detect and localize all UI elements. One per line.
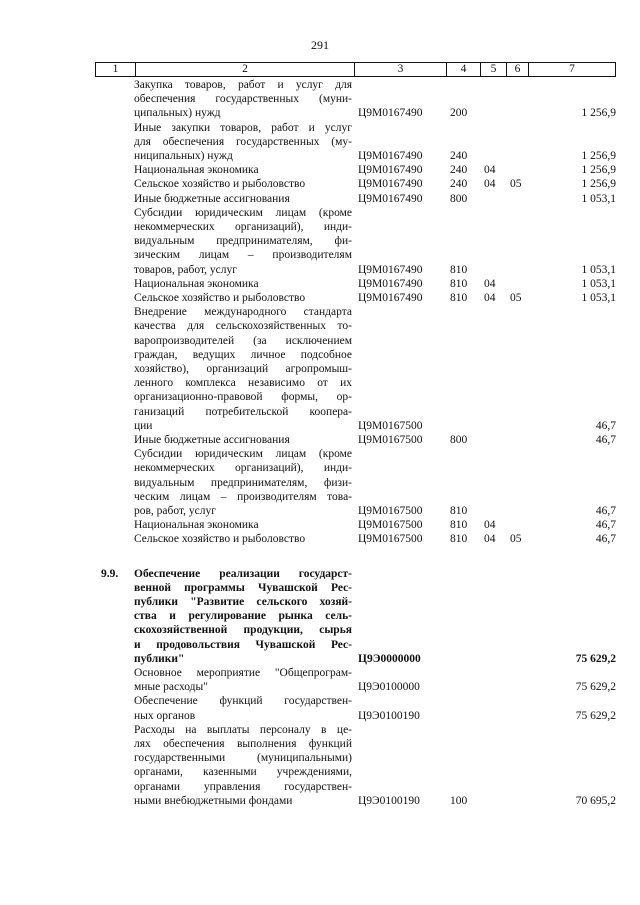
row-code: Ц9М0167490 [358,150,423,162]
desc-line-text: венной программы Чувашской Рес- [134,581,352,594]
row-sum: 1 053,1 [581,292,616,304]
row-sum: 1 256,9 [581,107,616,120]
table-desc-line [134,405,352,419]
row-vr: 810 [450,505,468,517]
section-desc-line [134,623,352,637]
row-code: Ц9Э0100190 [358,794,420,807]
row-name: Сельское хозяйство и рыболовство [134,178,306,191]
table-row [134,163,616,177]
desc-line-text: ческим лицам – производителям това- [134,490,352,503]
row-sum: 70 695,2 [575,794,616,807]
table-desc-line [134,334,352,348]
row-code: Ц9М0167490 [358,178,423,191]
row-sum: 1 256,9 [581,150,616,162]
row-sum: 46,7 [595,419,616,432]
table-desc-line [134,206,352,220]
row-name: мные расходы" [134,681,208,694]
desc-line-text: скохозяйственной продукции, сырья [134,624,352,637]
section-desc-line [134,723,352,737]
desc-line-text: Расходы на выплаты персоналу в це- [134,723,352,736]
table-desc-line [134,376,352,390]
table-row [134,291,616,305]
table-desc-line [134,135,352,149]
desc-line-text: для обеспечения государственных (му- [134,135,352,148]
desc-line-text: видуальным предпринимателям, физи- [134,476,352,489]
section-desc-line [134,638,352,652]
desc-line-text: некоммерческих организаций), инди- [134,462,352,475]
desc-line-text: обеспечения государственных (муни- [134,93,352,106]
row-name: ципальных) нужд [134,107,221,120]
row-vr: 240 [450,150,468,162]
section-desc-line [134,581,352,595]
section-row [134,794,616,808]
section-desc-line [134,780,352,794]
table-row [134,192,616,206]
desc-line-text: Субсидии юридическим лицам (кроме [134,206,352,219]
header-col-3: 3 [355,63,447,76]
desc-line-text: видуальным предпринимателям, фи- [134,235,352,248]
row-name: ров, работ, услуг [134,505,216,517]
desc-line-text: зическим лицам – производителям [134,249,352,262]
table-desc-line [134,92,352,106]
header-col-6: 6 [507,63,529,76]
table-row [134,263,616,277]
section-desc-line [134,609,352,623]
row-vr: 810 [450,277,468,290]
section-desc-line [134,737,352,751]
table-row [134,433,616,447]
row-code: Ц9М0167500 [358,519,423,532]
row-code: Ц9М0167490 [358,164,423,177]
row-rz: 04 [484,178,496,191]
desc-line-text: Иные закупки товаров, работ и услуг [134,121,352,134]
section-number: 9.9. [101,567,119,580]
table-desc-line [134,490,352,504]
row-vr: 240 [450,178,468,191]
desc-line-text: ганизаций потребительской коопера- [134,405,352,418]
row-code: Ц9Э0100000 [358,681,420,694]
desc-line-text: органами, казенными учреждениями, [134,766,352,779]
row-rz: 04 [484,533,496,546]
table-row [134,532,616,546]
row-code: Ц9М0167500 [358,419,423,432]
row-name: товаров, работ, услуг [134,263,237,276]
desc-line-text: органами управления государствен- [134,780,352,793]
row-name: Национальная экономика [134,277,259,290]
row-code: Ц9М0167490 [358,107,423,120]
table-desc-line [134,78,352,92]
row-sum: 75 629,2 [575,709,616,722]
table-desc-line [134,319,352,333]
desc-line-text: организационно-правовой формы, ор- [134,391,352,404]
table-row [134,518,616,532]
row-code: Ц9М0167490 [358,192,423,205]
row-name: ными внебюджетными фондами [134,794,293,807]
row-sum: 1 053,1 [581,263,616,276]
table-desc-line [134,461,352,475]
header-col-7: 7 [569,63,575,75]
section-desc-line [134,765,352,779]
table-desc-line [134,248,352,262]
table-row [134,106,616,120]
row-sum: 46,7 [595,533,616,546]
table-row [134,149,616,163]
desc-line-text: и продовольствия Чувашской Рес- [134,638,352,651]
row-code: Ц9М0167500 [358,505,423,517]
desc-line-text: публики "Развитие сельского хозяй- [134,596,352,608]
row-sum: 46,7 [595,519,616,532]
row-code: Ц9М0167500 [358,533,423,546]
desc-line-text: Обеспечение функций государствен- [134,695,352,708]
desc-line-text: Внедрение международного стандарта [134,306,352,319]
section-row [134,680,616,694]
row-rz: 04 [484,519,496,532]
row-pr: 05 [510,533,522,546]
row-vr: 810 [450,519,468,532]
row-code: Ц9Э0100190 [358,709,420,722]
table-row [134,419,616,433]
row-vr: 240 [450,164,468,177]
desc-line-text: варопроизводителей (за исключением [134,334,352,347]
section-row [134,652,616,666]
desc-line-text: Субсидии юридическим лицам (кроме [134,448,352,461]
row-name: Сельское хозяйство и рыболовство [134,292,306,304]
row-vr: 800 [450,434,468,446]
row-name: Сельское хозяйство и рыболовство [134,533,306,546]
row-code: Ц9М0167490 [358,277,423,290]
row-sum: 75 629,2 [575,681,616,694]
header-col-2: 2 [136,63,355,76]
header-col-4: 4 [447,63,481,76]
section-desc-line [134,666,352,680]
table-row [134,177,616,191]
section-desc-line [134,595,352,609]
table-desc-line [134,447,352,461]
row-name: Национальная экономика [134,519,259,532]
row-vr: 800 [450,192,468,205]
section-desc-line [134,567,352,581]
row-sum: 46,7 [595,434,616,446]
row-name: публики" [134,652,185,665]
table-row [134,504,616,518]
header-col-5: 5 [481,63,507,76]
table-desc-line [134,348,352,362]
desc-line-text: ленного комплекса независимо от их [134,377,352,390]
row-rz: 04 [484,292,496,304]
row-pr: 05 [510,292,522,304]
row-name: Иные бюджетные ассигнования [134,434,290,446]
section-desc-line [134,751,352,765]
table-desc-line [134,121,352,135]
table-desc-line [134,476,352,490]
desc-line-text: государственными (муниципальными) [134,752,352,765]
table-desc-line [134,362,352,376]
row-code: Ц9М0167500 [358,434,423,446]
desc-line-text: Закупка товаров, работ и услуг для [134,79,352,91]
row-sum: 1 053,1 [581,277,616,290]
desc-line-text: некоммерческих организаций), инди- [134,221,352,233]
row-vr: 100 [450,794,468,807]
table-row [134,277,616,291]
row-code: Ц9Э0000000 [358,652,421,665]
row-sum: 1 256,9 [581,164,616,177]
row-pr: 05 [510,178,522,191]
row-sum: 1 256,9 [581,178,616,191]
desc-line-text: граждан, ведущих личное подсобное [134,348,352,361]
desc-line-text: Обеспечение реализации государст- [134,567,352,580]
row-vr: 200 [450,107,468,120]
row-sum: 46,7 [595,505,616,517]
row-rz: 04 [484,277,496,290]
desc-line-text: ства и регулирование рынка сель- [134,610,352,623]
desc-line-text: качества для сельскохозяйственных то- [134,320,352,333]
table-header [95,62,616,77]
row-sum: 75 629,2 [575,652,616,665]
row-name: ниципальных) нужд [134,150,233,162]
row-name: ных органов [134,709,196,722]
row-sum: 1 053,1 [581,192,616,205]
table-desc-line [134,305,352,319]
row-name: Национальная экономика [134,164,259,177]
header-col-1: 1 [96,63,136,76]
table-desc-line [134,234,352,248]
section-desc-line [134,694,352,708]
desc-line-text: хозяйство), организаций агропромыш- [134,363,352,375]
row-rz: 04 [484,164,496,177]
row-vr: 810 [450,263,468,276]
row-name: Иные бюджетные ассигнования [134,192,290,205]
desc-line-text: лях обеспечения выполнения функций [134,738,352,750]
section-row [134,709,616,723]
row-vr: 810 [450,533,468,546]
table-desc-line [134,220,352,234]
row-code: Ц9М0167490 [358,263,423,276]
row-code: Ц9М0167490 [358,292,423,304]
desc-line-text: Основное мероприятие "Общепрограм- [134,667,352,679]
row-vr: 810 [450,292,468,304]
row-name: ции [134,419,153,432]
table-desc-line [134,390,352,404]
page-number: 291 [311,38,329,52]
